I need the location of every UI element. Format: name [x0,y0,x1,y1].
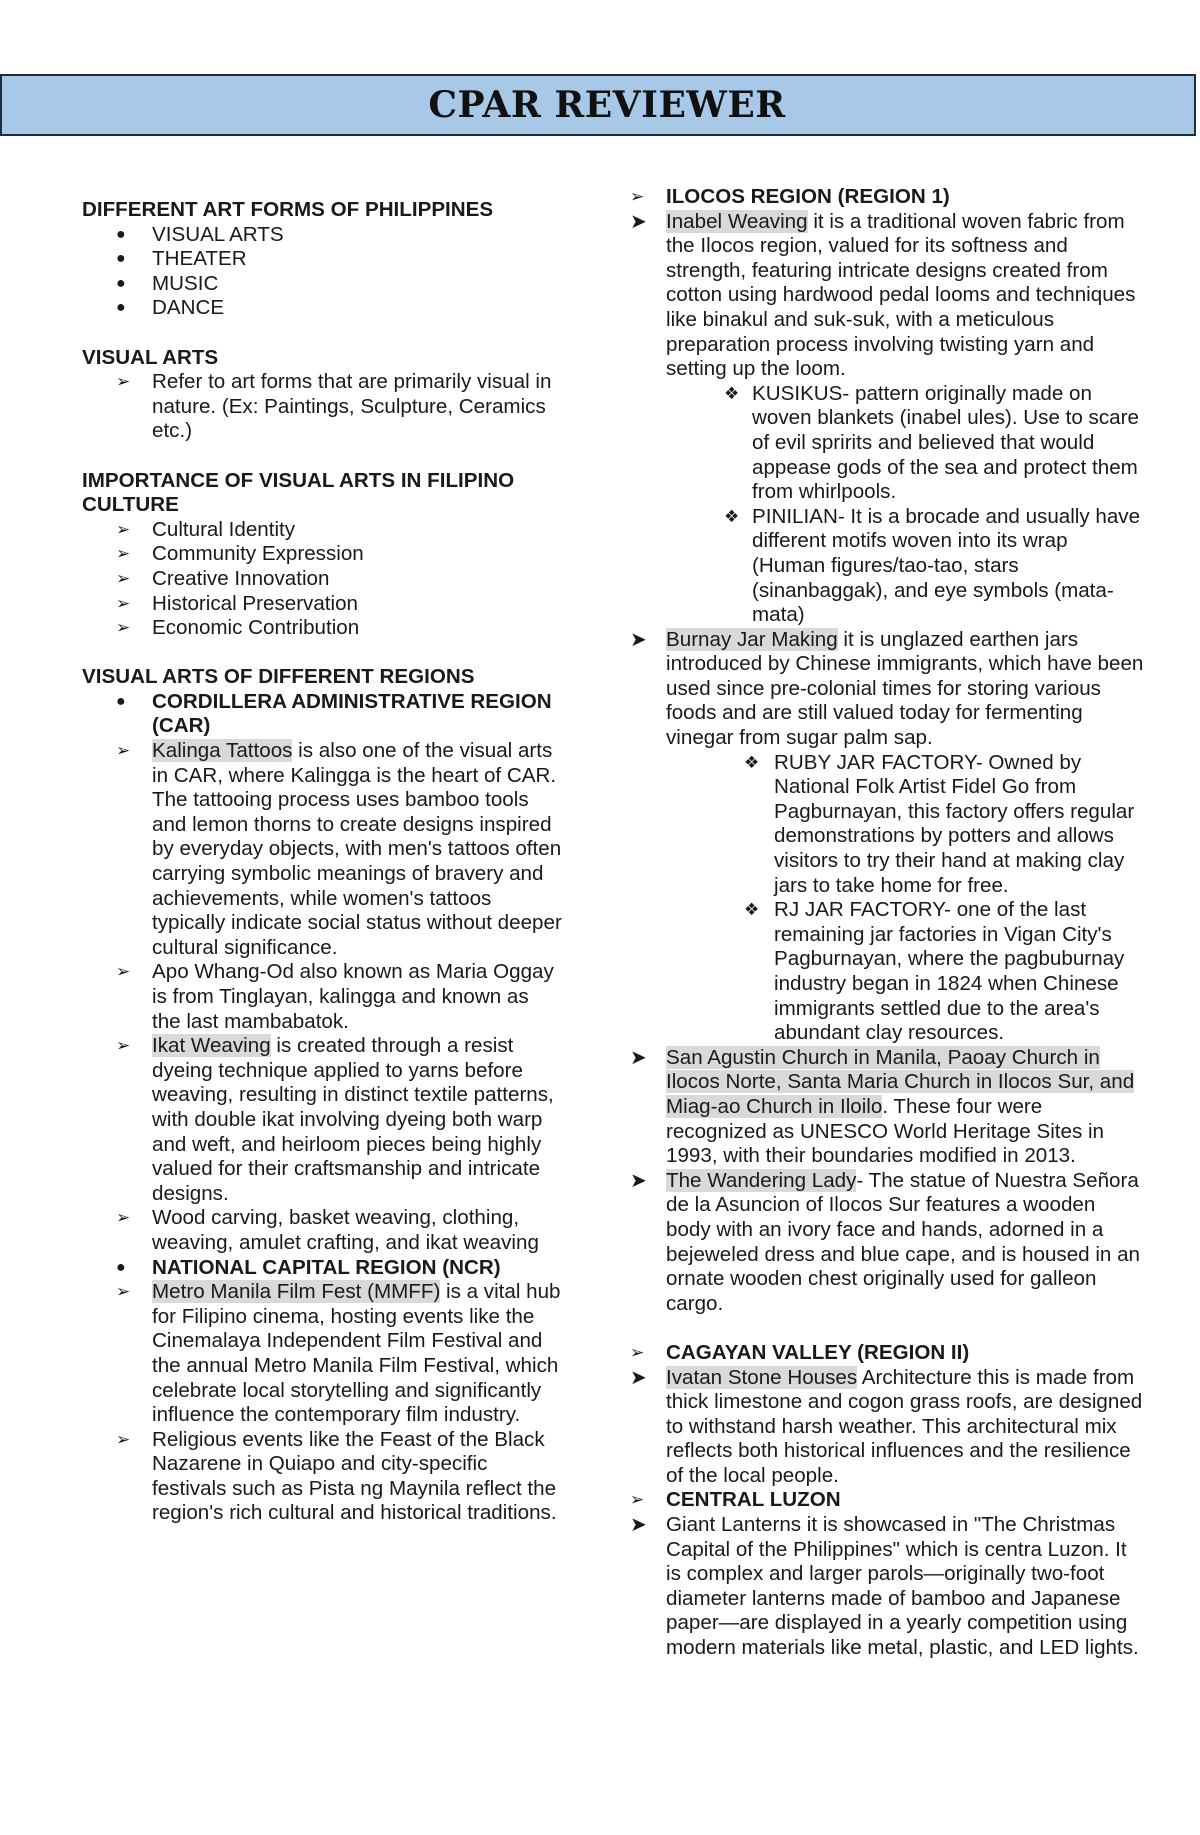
bullet-icon: ● [116,1258,126,1276]
list-item: ● THEATER [116,247,247,271]
arrowhead-icon: ➤ [630,1169,647,1192]
list-item: ➢ Metro Manila Film Fest (MMFF) is a vital hub for Filipino cinema, hosting events like the Cinemalaya Independent Film Festival and the annual Metro Manila Film Festival, which celebrate local storytelling and significantly influence the contemporary film industry. [116,1280,561,1427]
highlighted-term: Ivatan Stone Houses [666,1365,858,1389]
bullet-icon: ● [116,274,126,292]
list-item: ➢ Historical Preservation [116,591,359,615]
list-item: ➤ San Agustin Church in Manila, Paoay Church in Ilocos Norte, Santa Maria Church in Ilocos Sur, and Miag-ao Church in Iloilo. These four were recognized as UNESCO World Heritage Sites in 1993, with their boundaries modified in 2013. [630,1045,1135,1168]
highlighted-term: Kalinga Tattoos [152,739,293,763]
list-item: ➢ Kalinga Tattoos is also one of the visual arts in CAR, where Kalingga is the heart of CAR. The tattooing process uses bamboo tools and lemon thorns to create designs inspired by everyday objects, with men's tattoos often carrying symbolic meanings of bravery and achievements, while women's tattoos typically indicate social status without deeper cultural significance. [116,739,562,959]
page-title: CPAR REVIEWER [428,84,786,126]
list-item: ➢ Community Expression [116,542,364,566]
arrow-icon: ➢ [116,568,131,588]
list-item: ● VISUAL ARTS [116,222,284,246]
list-item: ➤ The Wandering Lady- The statue of Nuestra Señora de la Asuncion of Ilocos Sur features a wooden body with an ivory face and hands, adorned in a bejeweled dress and blue cape, and is housed in an ornate wooden chest originally used for galleon cargo. [630,1168,1140,1315]
list-item: ➢ Apo Whang-Od also known as Maria Oggay is from Tinglayan, kalingga and known as the last mambabatok. [116,960,554,1033]
list-item: ➢ Religious events like the Feast of the Black Nazarene in Quiapo and city-specific festivals such as Pista ng Maynila reflect the region's rich cultural and historical traditions. [116,1427,557,1525]
list-item: ❖ KUSIKUS- pattern originally made on woven blankets (inabel ules). Use to scare of evil spririts and believed that would appease gods of the sea and protect them from whirlpools. [724,381,1139,504]
arrow-icon: ➢ [116,962,131,982]
four-diamond-icon: ❖ [744,900,760,920]
list-item: ● MUSIC [116,271,219,295]
ncr-heading: ● NATIONAL CAPITAL REGION (NCR) [116,1255,501,1279]
list-item: ➢ Creative Innovation [116,566,330,590]
list-item: ➢ Economic Contribution [116,616,360,640]
arrow-icon: ➢ [116,1208,131,1228]
arrow-icon: ➢ [116,741,131,761]
arrowhead-icon: ➤ [630,628,647,651]
highlighted-term: Ikat Weaving [152,1034,271,1058]
highlighted-term: The Wandering Lady [666,1168,857,1192]
four-diamond-icon: ❖ [724,383,740,403]
arrow-icon: ➢ [116,593,131,613]
arrow-icon: ➢ [116,372,131,392]
arrow-icon: ➢ [116,1036,131,1056]
list-item: ➢ Ikat Weaving is created through a resist dyeing technique applied to yarns before weaving, resulting in distinct textile patterns, with double ikat involving dyeing both warp and weft, and heirloom pieces being highly valued for their craftsmanship and intricate designs. [116,1034,554,1205]
ilocos-heading: ➢ ILOCOS REGION (REGION 1) [630,185,950,208]
highlighted-term: San Agustin Church in Manila, Paoay Church in Ilocos Norte, Santa Maria Church in Ilocos Sur, and Miag-ao Church in Iloilo [666,1045,1135,1118]
car-heading: ● CORDILLERA ADMINISTRATIVE REGION (CAR) [116,689,552,738]
arrow-icon: ➢ [116,544,131,564]
central-luzon-heading: ➢ CENTRAL LUZON [630,1488,841,1512]
arrow-icon: ➢ [116,1282,131,1302]
arrowhead-icon: ➤ [630,1366,647,1389]
arrow-icon: ➢ [630,1490,645,1510]
bullet-icon: ● [116,225,126,243]
arrow-icon: ➢ [116,1429,131,1449]
list-item: ❖ PINILIAN- It is a brocade and usually have different motifs woven into its wrap (Human figures/tao-tao, stars (sinanbaggak), and eye symbols (mata-mata) [724,504,1141,627]
arrow-icon: ➢ [630,1342,645,1362]
highlighted-term: Inabel Weaving [666,209,808,233]
four-diamond-icon: ❖ [724,506,740,526]
list-item: ➢ Refer to art forms that are primarily visual in nature. (Ex: Paintings, Sculpture, Ceramics etc.) [116,370,552,443]
list-item: ➤ Ivatan Stone Houses Architecture this is made from thick limestone and cogon grass roofs, are designed to withstand harsh weather. This architectural mix reflects both historical influences and the resilience of the local people. [630,1365,1143,1487]
importance-heading: IMPORTANCE OF VISUAL ARTS IN FILIPINO CULTURE [82,468,515,517]
arrowhead-icon: ➤ [630,1046,647,1069]
bullet-icon: ● [116,250,126,268]
arrowhead-icon: ➤ [630,210,647,233]
list-item: ❖ RJ JAR FACTORY- one of the last remaining jar factories in Vigan City's Pagburnayan, where the pagbuburnay industry began in 1824 when Chinese immigrants settled due to the area's abundant clay resources. [744,898,1125,1045]
arrow-icon: ➢ [116,519,131,539]
bullet-icon: ● [116,299,126,317]
art-forms-heading: DIFFERENT ART FORMS OF PHILIPPINES [82,198,494,221]
list-item: ❖ RUBY JAR FACTORY- Owned by National Folk Artist Fidel Go from Pagburnayan, this factory offers regular demonstrations by potters and allows visitors to try their hand at making clay jars to take home for free. [744,750,1135,897]
highlighted-term: Burnay Jar Making [666,627,838,651]
list-item: ➤ Giant Lanterns it is showcased in "The Christmas Capital of the Philippines" which is centra Luzon. It is complex and larger parols—originally two-foot diameter lanterns made of bamboo and Japanese paper—are displayed in a yearly competition using modern materials like metal, plastic, and LED lights. [630,1513,1139,1660]
right-column [630,185,1145,1661]
bullet-icon: ● [116,692,126,710]
left-column [82,198,562,1526]
regions-heading: VISUAL ARTS OF DIFFERENT REGIONS [82,665,475,689]
list-item: ➢ Wood carving, basket weaving, clothing, weaving, amulet crafting, and ikat weaving [116,1206,539,1254]
list-item: ➢ Cultural Identity [116,517,296,541]
arrow-icon: ➢ [116,618,131,638]
cagayan-heading: ➢ CAGAYAN VALLEY (REGION II) [630,1340,970,1364]
list-item: ➤ Inabel Weaving it is a traditional woven fabric from the Ilocos region, valued for its softness and strength, featuring intricate designs created from cotton using hardwood pedal looms and techniques like binakul and suk-suk, with a meticulous preparation process involving twisting yarn and setting up the loom. [630,209,1136,381]
list-item: ➤ Burnay Jar Making it is unglazed earthen jars introduced by Chinese immigrants, which have been used since pre-colonial times for storing various foods and are still valued today for fermenting vinegar from sugar palm sap. [630,627,1144,750]
visual-arts-heading: VISUAL ARTS [82,345,219,369]
highlighted-term: Metro Manila Film Fest (MMFF) [152,1280,441,1304]
list-item: ● DANCE [116,296,225,320]
four-diamond-icon: ❖ [744,752,760,772]
arrowhead-icon: ➤ [630,1514,647,1537]
arrow-icon: ➢ [630,187,645,206]
title-banner [0,74,1196,136]
